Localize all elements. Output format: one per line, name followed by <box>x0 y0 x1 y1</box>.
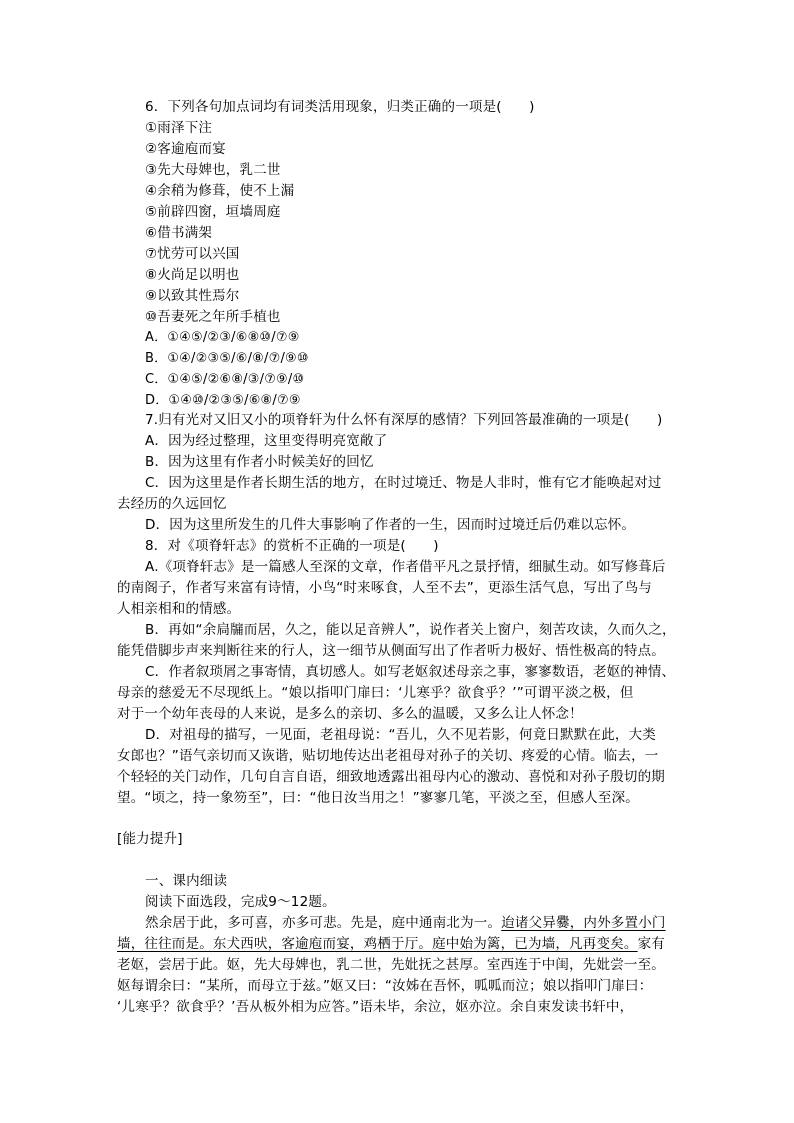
q8-option-d-line2: 女郎也？”语气亲切而又诙谐，贴切地传达出老祖母对孙子的关切、疼爱的心情。临去，一 <box>117 748 659 764</box>
passage-text: 然余居于此，多可喜，亦多可悲。先是，庭中通南北为一。 <box>145 915 502 931</box>
q6-item-4: ④余稍为修葺，使不上漏 <box>145 183 295 199</box>
q6-item-8: ⑧火尚足以明也 <box>145 267 240 283</box>
section-title: [能力提升] <box>117 831 183 847</box>
passage-line-1 <box>145 913 666 933</box>
q6-option-b: B．①④/②③⑤/⑥/⑧/⑦/⑨⑩ <box>145 351 309 366</box>
passage-line-3: 老妪，尝居于此。妪，先大母婢也，乳二世，先妣抚之甚厚。室西连于中闺，先妣尝一至。 <box>117 957 665 973</box>
passage-line-4: 妪每谓余曰：“某所，而母立于兹。”妪又曰：“汝姊在吾怀，呱呱而泣；娘以指叩门扉曰： <box>117 978 653 994</box>
q6-item-6: ⑥借书满架 <box>145 225 213 241</box>
q8-option-d-line4: 望。“顷之，持一象笏至”，曰：“他日汝当用之！”寥寥几笔，平淡之至，但感人至深。 <box>117 790 639 806</box>
q8-option-a-line1: A.《项脊轩志》是一篇感人至深的文章，作者借平凡之景抒情，细腻生动。如写修葺后 <box>145 559 666 575</box>
q8-option-b-line1: B．再如“余扃牖而居，久之，能以足音辨人”，说作者关上窗户，刻苦攻读，久而久之， <box>145 622 676 638</box>
passage-line-5: ‘儿寒乎？欲食乎？’吾从板外相为应答。”语未毕，余泣，妪亦泣。余自束发读书轩中， <box>117 999 634 1015</box>
q7-option-b: B．因为这里有作者小时候美好的回忆 <box>145 454 374 470</box>
q6-item-10: ⑩吾妻死之年所手植也 <box>145 309 281 325</box>
q7-option-c-line1: C．因为这里是作者长期生活的地方，在时过境迁、物是人非时，惟有它才能唤起对过 <box>145 475 662 491</box>
reading-instruction: 阅读下面选段，完成9～12题。 <box>145 894 336 910</box>
q6-item-7: ⑦忧劳可以兴国 <box>145 246 240 262</box>
q7-option-c-line2: 去经历的久远回忆 <box>117 496 227 512</box>
q6-option-a: A．①④⑤/②③/⑥⑧⑩/⑦⑨ <box>145 330 300 345</box>
q8-option-a-line2: 的南阁子，作者写来富有诗情，小鸟“时来啄食，人至不去”，更添生活气息，写出了鸟与 <box>117 580 652 596</box>
underlined-phrase: 墙，往往而是。 <box>117 936 213 952</box>
q8-option-a-line3: 人相亲相和的情感。 <box>117 601 241 617</box>
passage-line-2 <box>117 934 665 954</box>
q8-option-d-line1: D．对祖母的描写，一见面，老祖母说：“吾儿，久不见若影，何竟日默默在此，大类 <box>145 727 656 743</box>
q6-option-c: C．①④⑤/②⑥⑧/③/⑦⑨/⑩ <box>145 372 305 387</box>
q6-item-3: ③先大母婢也，乳二世 <box>145 162 281 178</box>
q7-option-d: D．因为这里所发生的几件大事影响了作者的一生，因而时过境迁后仍难以忘怀。 <box>145 517 636 533</box>
q7-stem: 7.归有光对又旧又小的项脊轩为什么怀有深厚的感情？下列回答最准确的一项是( ) <box>145 412 663 428</box>
q8-stem: 8．对《项脊轩志》的赏析不正确的一项是( ) <box>145 538 439 554</box>
q8-option-d-line3: 个轻轻的关门动作，几句自言自语，细致地透露出祖母内心的激动、喜悦和对孙子殷切的期 <box>117 769 665 785</box>
q6-item-1: ①雨泽下注 <box>145 120 213 136</box>
section-subtitle: 一、课内细读 <box>145 873 228 889</box>
q8-option-c-line2: 母亲的慈爱无不尽现纸上。“娘以指叩门扉曰：‘儿寒乎？欲食乎？’”可谓平淡之极，但 <box>117 685 634 701</box>
underlined-phrase: 东犬西吠，客逾庖而宴，鸡栖于厅。 <box>212 936 433 952</box>
q8-option-c-line1: C．作者叙琐屑之事寄情，真切感人。如写老妪叙述母亲之事，寥寥数语，老妪的神情、 <box>145 664 676 680</box>
q7-option-a: A．因为经过整理，这里变得明亮宽敞了 <box>145 433 388 449</box>
passage-text: 家有 <box>637 936 666 952</box>
q8-option-c-line3: 对于一个幼年丧母的人来说，是多么的亲切、多么的温暖，又多么让人怀念！ <box>117 706 583 722</box>
q6-item-5: ⑤前辟四窗，垣墙周庭 <box>145 204 281 220</box>
underlined-phrase: 庭中始为篱，已为墙，凡再变矣。 <box>432 936 638 952</box>
q6-item-9: ⑨以致其性焉尔 <box>145 288 240 304</box>
q6-stem: 6．下列各句加点词均有词类活用现象，归类正确的一项是( ) <box>145 99 535 115</box>
underlined-phrase: 迨诸父异爨，内外多置小门 <box>501 915 666 931</box>
q8-option-b-line2: 能凭借脚步声来判断往来的行人，这一细节从侧面写出了作者听力极好、悟性极高的特点。 <box>117 643 665 659</box>
q6-item-2: ②客逾庖而宴 <box>145 141 226 157</box>
q6-option-d: D．①④⑩/②③⑤/⑥⑧/⑦⑨ <box>145 393 301 408</box>
